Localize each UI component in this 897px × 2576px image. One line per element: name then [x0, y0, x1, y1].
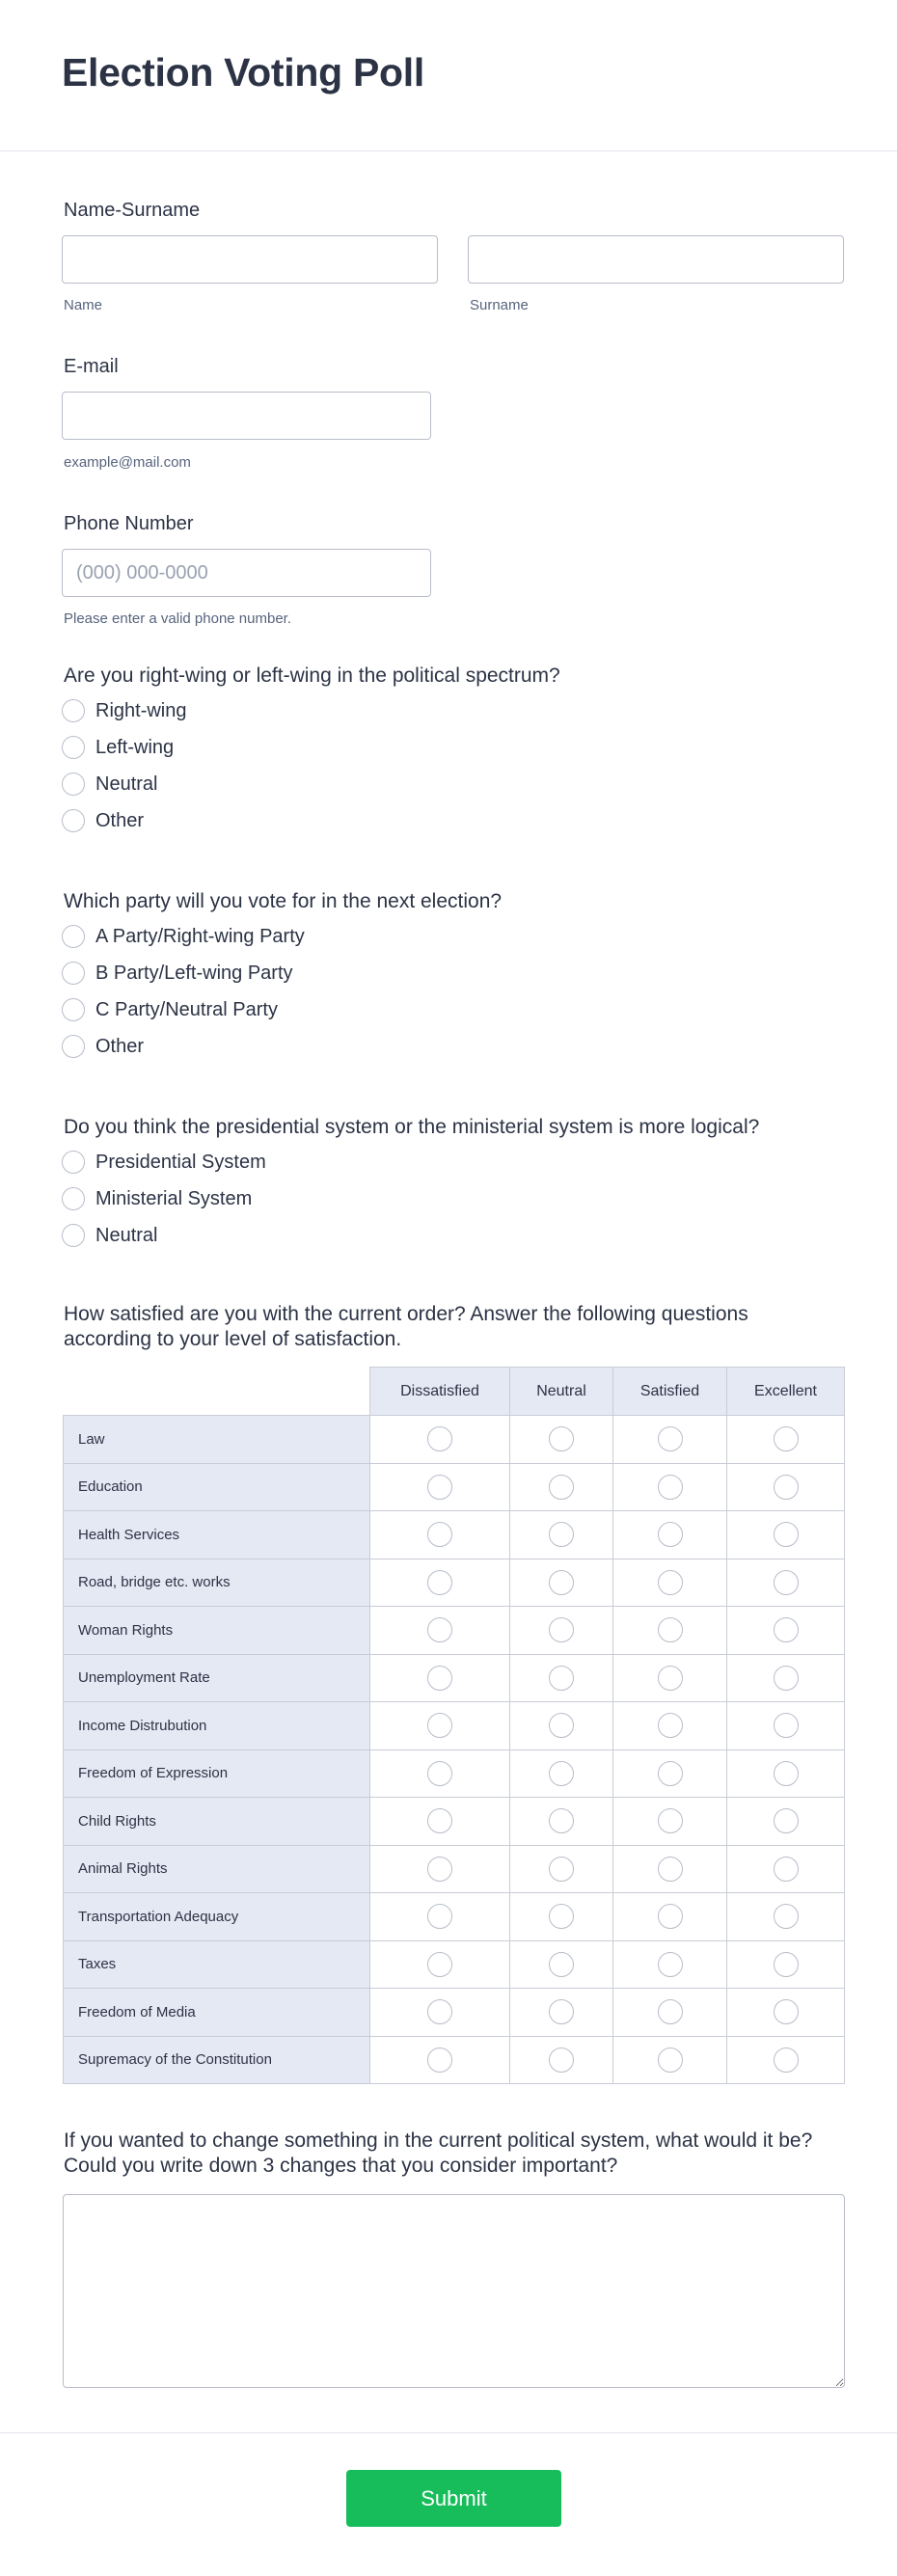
matrix-radio-button[interactable] — [549, 1857, 574, 1882]
matrix-cell[interactable] — [613, 1607, 727, 1655]
matrix-row — [64, 1511, 845, 1559]
matrix-column-header: Neutral — [510, 1368, 613, 1416]
matrix-row-label: Unemployment Rate — [64, 1654, 370, 1702]
matrix-cell[interactable] — [727, 1893, 845, 1941]
matrix-row — [64, 1845, 845, 1893]
matrix-radio-button[interactable] — [658, 2047, 683, 2073]
matrix-radio-button[interactable] — [774, 1999, 799, 2024]
spectrum-options — [62, 692, 835, 839]
system-question: Do you think the presidential system or the ministerial system is more logical? — [64, 1116, 760, 1138]
matrix-row — [64, 1559, 845, 1607]
matrix-cell[interactable] — [370, 1893, 510, 1941]
party-question: Which party will you vote for in the next election? — [64, 890, 503, 912]
submit-button[interactable]: Submit — [346, 2470, 561, 2527]
matrix-radio-button[interactable] — [658, 1761, 683, 1786]
matrix-row-label: Taxes — [64, 1940, 370, 1989]
matrix-radio-button[interactable] — [549, 1666, 574, 1691]
matrix-cell[interactable] — [727, 1607, 845, 1655]
radio-button[interactable] — [62, 962, 85, 985]
matrix-radio-button[interactable] — [658, 1617, 683, 1642]
matrix-header-row — [64, 1368, 845, 1416]
spectrum-question: Are you right-wing or left-wing in the political spectrum? — [64, 664, 560, 687]
matrix-cell[interactable] — [727, 1511, 845, 1559]
matrix-row-label: Freedom of Expression — [64, 1749, 370, 1798]
phone-section — [62, 513, 835, 627]
matrix-cell[interactable] — [510, 1607, 613, 1655]
matrix-radio-button[interactable] — [427, 1713, 452, 1738]
form-title: Election Voting Poll — [62, 50, 424, 95]
matrix-radio-button[interactable] — [774, 1808, 799, 1833]
email-sublabel: example@mail.com — [64, 454, 191, 471]
phone-input[interactable] — [62, 549, 431, 597]
radio-option-label: B Party/Left-wing Party — [95, 962, 293, 984]
email-input[interactable] — [62, 392, 431, 440]
matrix-row-label: Supremacy of the Constitution — [64, 2036, 370, 2084]
matrix-cell[interactable] — [510, 1559, 613, 1607]
matrix-cell[interactable] — [370, 1749, 510, 1798]
matrix-cell[interactable] — [370, 1511, 510, 1559]
matrix-question: How satisfied are you with the current order? Answer the following questions according to your level of satisfaction. — [64, 1303, 748, 1350]
matrix-cell[interactable] — [613, 1940, 727, 1989]
matrix-radio-button[interactable] — [549, 1999, 574, 2024]
changes-question: If you wanted to change something in the current political system, what would it be? Could you write down 3 changes that you consider important? — [64, 2129, 813, 2177]
name-section — [62, 151, 835, 313]
radio-option[interactable] — [62, 918, 835, 955]
matrix-row — [64, 1654, 845, 1702]
radio-option-label: Presidential System — [95, 1151, 266, 1173]
matrix-cell[interactable] — [613, 1511, 727, 1559]
radio-option[interactable] — [62, 802, 835, 839]
matrix-radio-button[interactable] — [549, 1952, 574, 1977]
matrix-radio-button[interactable] — [658, 1904, 683, 1929]
last-name-group — [468, 235, 844, 313]
name-label: Name-Surname — [64, 200, 201, 221]
matrix-radio-button[interactable] — [427, 1617, 452, 1642]
matrix-row — [64, 1940, 845, 1989]
radio-option[interactable] — [62, 1180, 835, 1217]
matrix-row-label: Woman Rights — [64, 1607, 370, 1655]
matrix-radio-button[interactable] — [427, 1857, 452, 1882]
matrix-cell[interactable] — [727, 1940, 845, 1989]
matrix-radio-button[interactable] — [774, 1475, 799, 1500]
matrix-radio-button[interactable] — [658, 1475, 683, 1500]
radio-button[interactable] — [62, 1035, 85, 1058]
matrix-radio-button[interactable] — [549, 1426, 574, 1451]
matrix-cell[interactable] — [727, 1463, 845, 1511]
radio-option[interactable] — [62, 1144, 835, 1180]
matrix-cell[interactable] — [613, 1989, 727, 2037]
matrix-row-label: Transportation Adequacy — [64, 1893, 370, 1941]
matrix-radio-button[interactable] — [549, 1761, 574, 1786]
radio-option-label: Neutral — [95, 1224, 158, 1246]
matrix-radio-button[interactable] — [658, 1999, 683, 2024]
matrix-radio-button[interactable] — [427, 1666, 452, 1691]
matrix-radio-button[interactable] — [427, 1808, 452, 1833]
radio-button[interactable] — [62, 1151, 85, 1174]
matrix-radio-button[interactable] — [774, 1666, 799, 1691]
matrix-row-label: Education — [64, 1463, 370, 1511]
matrix-cell[interactable] — [510, 1989, 613, 2037]
matrix-radio-button[interactable] — [658, 1570, 683, 1595]
matrix-row-label: Freedom of Media — [64, 1989, 370, 2037]
matrix-cell[interactable] — [613, 2036, 727, 2084]
radio-option[interactable] — [62, 1028, 835, 1065]
email-section — [62, 356, 835, 471]
matrix-section — [62, 1302, 835, 2084]
radio-option[interactable] — [62, 766, 835, 802]
radio-button[interactable] — [62, 699, 85, 722]
first-name-input[interactable] — [62, 235, 438, 284]
matrix-cell[interactable] — [370, 1463, 510, 1511]
radio-option-label: Ministerial System — [95, 1187, 253, 1209]
radio-option-label: Right-wing — [95, 699, 187, 721]
matrix-row-label: Income Distrubution — [64, 1702, 370, 1750]
radio-option-label: Neutral — [95, 773, 158, 795]
last-name-sublabel: Surname — [470, 297, 529, 313]
matrix-cell[interactable] — [370, 2036, 510, 2084]
radio-option-label: Other — [95, 1035, 145, 1057]
phone-sublabel: Please enter a valid phone number. — [64, 610, 291, 627]
matrix-radio-button[interactable] — [658, 1426, 683, 1451]
matrix-radio-button[interactable] — [774, 1426, 799, 1451]
radio-option[interactable] — [62, 729, 835, 766]
matrix-cell[interactable] — [510, 1749, 613, 1798]
first-name-sublabel: Name — [64, 297, 103, 313]
matrix-radio-button[interactable] — [658, 1808, 683, 1833]
matrix-cell[interactable] — [510, 2036, 613, 2084]
matrix-row — [64, 1607, 845, 1655]
matrix-radio-button[interactable] — [427, 1522, 452, 1547]
matrix-row — [64, 1463, 845, 1511]
radio-button[interactable] — [62, 925, 85, 948]
matrix-cell[interactable] — [370, 1654, 510, 1702]
changes-textarea[interactable] — [63, 2194, 845, 2388]
matrix-radio-button[interactable] — [774, 1570, 799, 1595]
last-name-input[interactable] — [468, 235, 844, 284]
radio-option-label: C Party/Neutral Party — [95, 998, 278, 1020]
form-content — [0, 151, 897, 2388]
matrix-radio-button[interactable] — [774, 1857, 799, 1882]
matrix-row-label: Child Rights — [64, 1798, 370, 1846]
matrix-radio-button[interactable] — [427, 1475, 452, 1500]
matrix-row — [64, 1416, 845, 1464]
name-inputs-row — [62, 235, 835, 313]
matrix-radio-button[interactable] — [427, 1952, 452, 1977]
radio-button[interactable] — [62, 736, 85, 759]
matrix-radio-button[interactable] — [658, 1857, 683, 1882]
matrix-radio-button[interactable] — [658, 1666, 683, 1691]
matrix-cell[interactable] — [613, 1702, 727, 1750]
radio-option-label: A Party/Right-wing Party — [95, 925, 305, 947]
matrix-cell[interactable] — [370, 1607, 510, 1655]
matrix-cell[interactable] — [727, 1416, 845, 1464]
matrix-cell[interactable] — [510, 1702, 613, 1750]
radio-option-label: Other — [95, 809, 145, 831]
matrix-radio-button[interactable] — [658, 1522, 683, 1547]
system-options — [62, 1144, 835, 1254]
matrix-radio-button[interactable] — [549, 1617, 574, 1642]
first-name-group — [62, 235, 438, 313]
matrix-cell[interactable] — [510, 1416, 613, 1464]
radio-button[interactable] — [62, 809, 85, 832]
changes-section — [62, 2129, 835, 2388]
matrix-radio-button[interactable] — [658, 1952, 683, 1977]
matrix-cell[interactable] — [727, 1749, 845, 1798]
party-options — [62, 918, 835, 1065]
matrix-radio-button[interactable] — [774, 1522, 799, 1547]
matrix-cell[interactable] — [727, 1654, 845, 1702]
matrix-radio-button[interactable] — [427, 1904, 452, 1929]
matrix-radio-button[interactable] — [774, 1904, 799, 1929]
matrix-cell[interactable] — [370, 1940, 510, 1989]
radio-button[interactable] — [62, 998, 85, 1021]
matrix-cell[interactable] — [613, 1798, 727, 1846]
matrix-radio-button[interactable] — [774, 1952, 799, 1977]
matrix-cell[interactable] — [510, 1654, 613, 1702]
matrix-cell[interactable] — [613, 1559, 727, 1607]
matrix-cell[interactable] — [510, 1463, 613, 1511]
matrix-cell[interactable] — [727, 1798, 845, 1846]
radio-option[interactable] — [62, 1217, 835, 1254]
matrix-cell[interactable] — [370, 1702, 510, 1750]
matrix-radio-button[interactable] — [549, 1713, 574, 1738]
matrix-radio-button[interactable] — [549, 1522, 574, 1547]
matrix-cell[interactable] — [613, 1749, 727, 1798]
radio-button[interactable] — [62, 1187, 85, 1210]
matrix-body — [64, 1416, 845, 2084]
matrix-radio-button[interactable] — [427, 1570, 452, 1595]
matrix-cell[interactable] — [370, 1798, 510, 1846]
matrix-cell[interactable] — [613, 1463, 727, 1511]
phone-label: Phone Number — [64, 513, 194, 534]
matrix-radio-button[interactable] — [774, 1617, 799, 1642]
matrix-column-header: Satisfied — [613, 1368, 727, 1416]
system-section — [62, 1115, 835, 1254]
matrix-cell[interactable] — [727, 1845, 845, 1893]
matrix-cell[interactable] — [510, 1511, 613, 1559]
matrix-radio-button[interactable] — [774, 1761, 799, 1786]
matrix-radio-button[interactable] — [774, 1713, 799, 1738]
satisfaction-matrix — [63, 1367, 845, 2084]
radio-option[interactable] — [62, 692, 835, 729]
matrix-corner — [64, 1368, 370, 1416]
matrix-radio-button[interactable] — [549, 2047, 574, 2073]
matrix-row-label: Law — [64, 1416, 370, 1464]
form-header — [0, 0, 897, 151]
matrix-cell[interactable] — [727, 1702, 845, 1750]
matrix-row-label: Animal Rights — [64, 1845, 370, 1893]
matrix-radio-button[interactable] — [549, 1904, 574, 1929]
party-section — [62, 889, 835, 1065]
matrix-cell[interactable] — [613, 1893, 727, 1941]
matrix-cell[interactable] — [370, 1559, 510, 1607]
matrix-radio-button[interactable] — [427, 2047, 452, 2073]
matrix-radio-button[interactable] — [427, 1426, 452, 1451]
matrix-cell[interactable] — [510, 1940, 613, 1989]
matrix-row — [64, 1702, 845, 1750]
matrix-row — [64, 1893, 845, 1941]
matrix-radio-button[interactable] — [427, 1999, 452, 2024]
spectrum-section — [62, 664, 835, 839]
matrix-cell[interactable] — [613, 1845, 727, 1893]
radio-button[interactable] — [62, 1224, 85, 1247]
matrix-row-label: Road, bridge etc. works — [64, 1559, 370, 1607]
radio-option[interactable] — [62, 955, 835, 991]
matrix-column-header: Excellent — [727, 1368, 845, 1416]
matrix-cell[interactable] — [510, 1845, 613, 1893]
matrix-cell[interactable] — [370, 1989, 510, 2037]
radio-button[interactable] — [62, 773, 85, 796]
radio-option-label: Left-wing — [95, 736, 175, 758]
matrix-radio-button[interactable] — [549, 1475, 574, 1500]
matrix-row — [64, 1798, 845, 1846]
matrix-row — [64, 1989, 845, 2037]
matrix-cell[interactable] — [370, 1416, 510, 1464]
matrix-cell[interactable] — [510, 1798, 613, 1846]
radio-option[interactable] — [62, 991, 835, 1028]
matrix-radio-button[interactable] — [774, 2047, 799, 2073]
matrix-cell[interactable] — [727, 1559, 845, 1607]
email-label: E-mail — [64, 356, 119, 377]
matrix-row — [64, 1749, 845, 1798]
matrix-cell[interactable] — [613, 1416, 727, 1464]
matrix-cell[interactable] — [727, 1989, 845, 2037]
matrix-radio-button[interactable] — [658, 1713, 683, 1738]
matrix-column-header: Dissatisfied — [370, 1368, 510, 1416]
matrix-row-label: Health Services — [64, 1511, 370, 1559]
matrix-cell[interactable] — [727, 2036, 845, 2084]
matrix-radio-button[interactable] — [549, 1570, 574, 1595]
matrix-cell[interactable] — [370, 1845, 510, 1893]
form-footer — [0, 2432, 897, 2576]
matrix-cell[interactable] — [613, 1654, 727, 1702]
matrix-cell[interactable] — [510, 1893, 613, 1941]
matrix-radio-button[interactable] — [549, 1808, 574, 1833]
matrix-row — [64, 2036, 845, 2084]
matrix-radio-button[interactable] — [427, 1761, 452, 1786]
